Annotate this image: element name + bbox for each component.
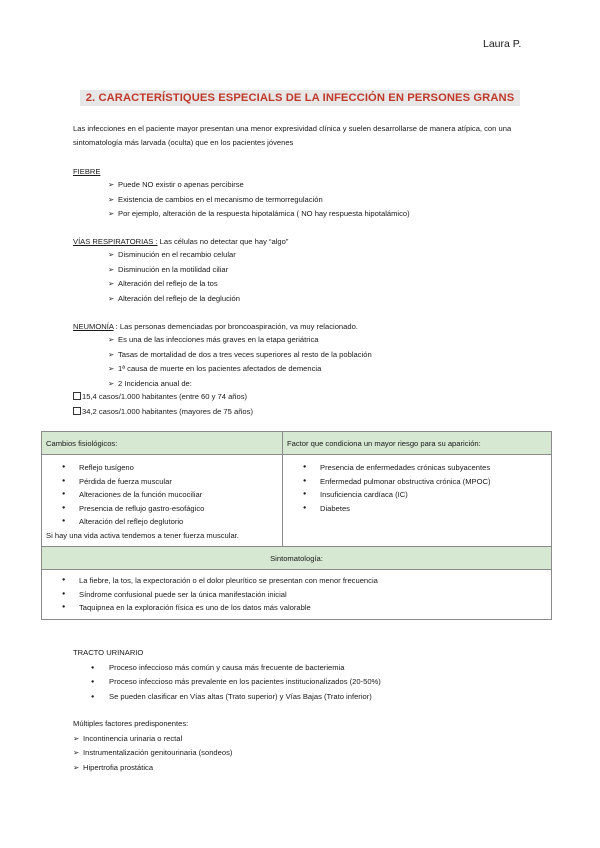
arrow-icon: ➢ (73, 733, 80, 743)
arrow-icon: ➢ (108, 378, 115, 388)
arrow-icon: ➢ (73, 748, 80, 757)
col1-header: Cambios fisiológicos: (42, 432, 283, 455)
list-item: ● Enfermedad pulmonar obstructiva crónica (MPOC) (287, 475, 547, 489)
arrow-icon: ➢ (108, 180, 115, 189)
col2-header: Factor que condiciona un mayor riesgo para su aparición: (283, 432, 552, 455)
arrow-icon: ➢ (108, 279, 115, 288)
list-item: ● Insuficiencia cardíaca (IC) (287, 488, 547, 502)
list-item: ● Presencia de enfermedades crónicas subyacentes (287, 461, 547, 475)
list-item: ➢ Instrumentalización genitourinaria (sondeos) (73, 746, 232, 761)
neumonia-heading-wrap (73, 320, 358, 333)
arrow-icon: ➢ (73, 762, 80, 772)
list-item: ● Pérdida de fuerza muscular (46, 475, 278, 489)
list-item: ● Reflejo tusígeno (46, 461, 278, 475)
fiebre-heading: FIEBRE (73, 167, 101, 176)
list-item: ➢ 2 Incidencia anual de: (108, 377, 372, 392)
arrow-icon: ➢ (108, 209, 115, 218)
risk-list (287, 461, 547, 515)
checkbox-square-icon (73, 407, 81, 415)
col2-cell (283, 455, 552, 547)
vias-heading-wrap (73, 235, 288, 248)
tracto-block (73, 646, 381, 704)
neumonia-list (108, 333, 372, 391)
checkbox-square-icon (73, 392, 81, 400)
list-item: ● Se pueden clasificar en Vías altas (Trato superior) y Vías Bajas (Trato inferior) (73, 690, 381, 705)
list-item: ➢ Alteración del reflejo de la tos (108, 277, 240, 292)
list-item: ➢ Por ejemplo, alteración de la respuesta hipotalámica ( NO hay respuesta hipotalámico) (108, 207, 410, 222)
sintomatologia-cell (42, 570, 552, 620)
list-item: ➢ Tasas de mortalidad de dos a tres veces superiores al resto de la población (108, 348, 372, 363)
arrow-icon: ➢ (108, 349, 115, 359)
tracto-heading: TRACTO URINARIO (73, 648, 144, 657)
physio-list (46, 461, 278, 529)
list-item: ● Taquipnea en la exploración física es uno de los datos más valorable (46, 601, 547, 615)
list-item: ➢ Disminución en la motilidad ciliar (108, 263, 240, 278)
list-item: 15,4 casos/1.000 habitantes (entre 60 y 74 años) (73, 390, 253, 405)
risk-table (41, 431, 552, 620)
list-item: 34,2 casos/1.000 habitantes (mayores de 75 años) (73, 405, 253, 420)
incidence-list (73, 390, 253, 419)
vias-heading: VÍAS RESPIRATORIAS : (73, 237, 158, 246)
list-item: ● Diabetes (287, 502, 547, 516)
arrow-icon: ➢ (108, 194, 115, 204)
col1-note: Si hay una vida activa tendemos a tener fuerza muscular. (46, 530, 239, 540)
neumonia-heading: NEUMONÍA (73, 322, 114, 331)
author-name: Laura P. (483, 38, 522, 50)
col1-cell (42, 455, 283, 547)
tracto-list (73, 661, 381, 705)
list-item: ● Alteración del reflejo deglutorio (46, 515, 278, 529)
list-item: ➢ Es una de las infecciones más graves en la etapa geriátrica (108, 333, 372, 348)
intro-paragraph: Las infecciones en el paciente mayor presentan una menor expresividad clínica y suelen desarrollarse de manera atípica, con una sintomatología más larvada (oculta) que en los pacientes jóvenes (73, 124, 512, 147)
list-item: ➢ Hipertrofia prostática (73, 761, 232, 776)
neumonia-text: : Las personas demenciadas por broncoaspiración, va muy relacionado. (113, 322, 358, 331)
vias-text: Las células no detectar que hay “algo” (157, 237, 289, 246)
arrow-icon: ➢ (108, 293, 115, 303)
list-item: ● La fiebre, la tos, la expectoración o el dolor pleurítico se presentan con menor frecuencia (46, 574, 547, 588)
arrow-icon: ➢ (108, 250, 115, 259)
vias-list (108, 248, 240, 306)
factores-block (73, 717, 232, 775)
fiebre-list (108, 178, 410, 222)
list-item: ● Presencia de reflujo gastro-esofágico (46, 502, 278, 516)
arrow-icon: ➢ (108, 264, 115, 274)
list-item: ➢ Incontinencia urinaria o rectal (73, 732, 232, 747)
section-title: 2. CARACTERÍSTIQUES ESPECIALS DE LA INFECCIÓN EN PERSONES GRANS (80, 90, 521, 106)
list-item: ➢ 1ª causa de muerte en los pacientes afectados de demencia (108, 362, 372, 377)
title-wrap (0, 88, 600, 106)
list-item: ● Proceso infeccioso más prevalente en los pacientes institucionalizados (20-50%) (73, 675, 381, 690)
list-item: ● Proceso infeccioso más común y causa más frecuente de bacteriemia (73, 661, 381, 676)
factores-list (73, 732, 232, 776)
list-item: ➢ Alteración del reflejo de la deglución (108, 292, 240, 307)
fiebre-heading-wrap (73, 165, 100, 178)
factores-heading: Múltiples factores predisponentes: (73, 719, 189, 728)
list-item: ➢ Disminución en el recambio celular (108, 248, 240, 263)
list-item: ➢ Puede NO existir o apenas percibirse (108, 178, 410, 193)
arrow-icon: ➢ (108, 364, 115, 373)
arrow-icon: ➢ (108, 335, 115, 344)
sintomatologia-list (46, 574, 547, 615)
list-item: ● Alteraciones de la función mucociliar (46, 488, 278, 502)
list-item: ● Síndrome confusional puede ser la única manifestación inicial (46, 588, 547, 602)
sintomatologia-header: Sintomatología: (42, 547, 552, 570)
list-item: ➢ Existencia de cambios en el mecanismo de termorregulación (108, 193, 410, 208)
